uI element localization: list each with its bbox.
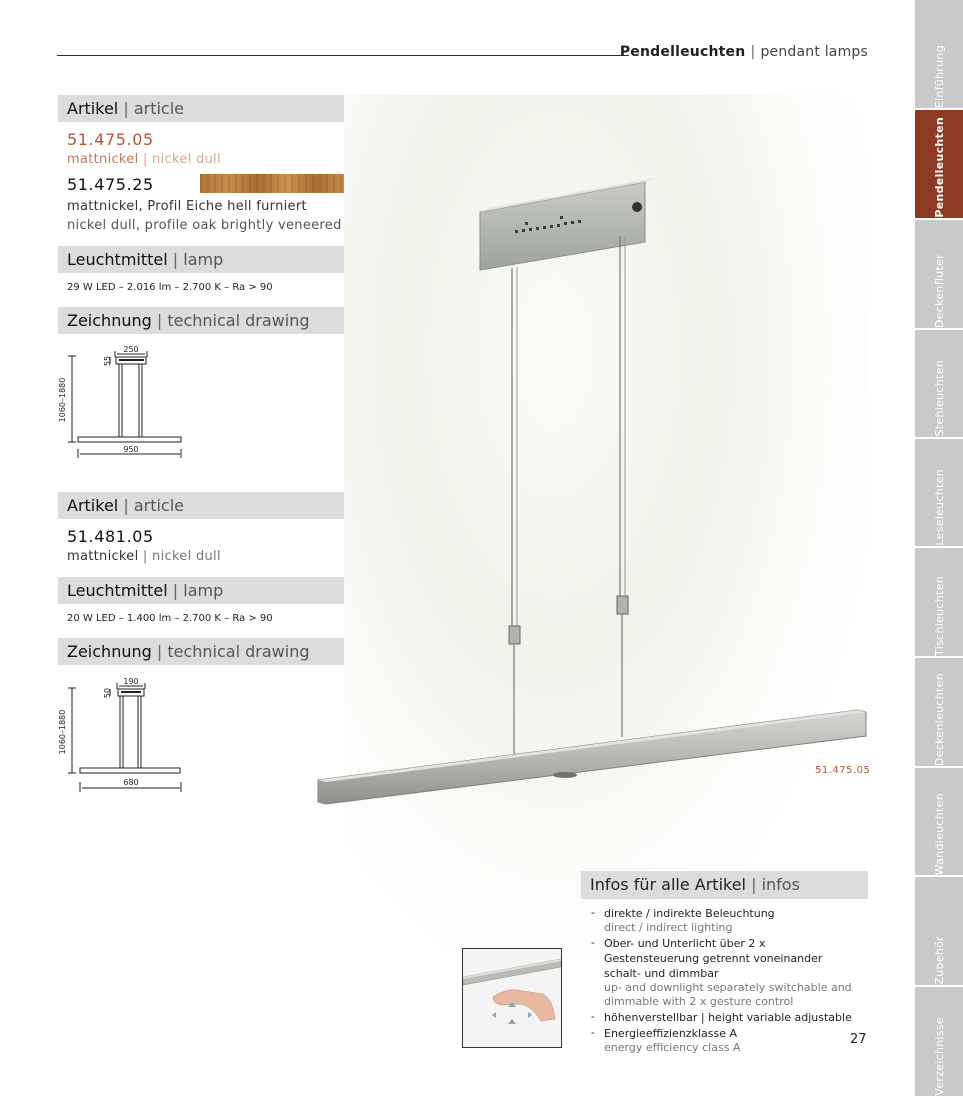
list-item: [591, 906, 861, 935]
finish-de: mattnickel: [67, 152, 139, 167]
finish-sep: |: [138, 549, 153, 564]
oak-veneer-swatch: [200, 174, 344, 193]
section-separator: |: [123, 99, 129, 118]
lamp-spec-2: 20 W LED – 1.400 lm – 2.700 K – Ra > 90: [67, 613, 273, 624]
tab-label: Zubehör: [932, 936, 946, 985]
section-drawing-2: [58, 638, 344, 665]
section-title-de: Leuchtmittel: [67, 581, 168, 600]
tab-label: Deckenleuchten: [932, 672, 946, 766]
list-item: [591, 936, 861, 1009]
list-item: [591, 1026, 861, 1055]
info-en: energy efficiency class A: [604, 1041, 741, 1054]
section-separator: |: [172, 250, 179, 269]
article-finish-a: [67, 152, 221, 167]
tab-tischleuchten[interactable]: [915, 548, 963, 658]
tab-label: Wandleuchten: [932, 792, 946, 875]
info-de: - höhenverstellbar | height variable adjustable: [604, 1011, 852, 1024]
dim-height-1: 55: [103, 355, 112, 367]
finish-en: nickel dull: [152, 549, 221, 564]
page-header: [620, 44, 868, 60]
tab-label: Stehleuchten: [932, 360, 946, 437]
section-lamp-2: [58, 577, 344, 604]
section-title-en: technical drawing: [167, 311, 310, 330]
article-finish-2: [67, 549, 221, 564]
section-drawing-1: [58, 307, 344, 334]
tab-stehleuchten[interactable]: [915, 330, 963, 439]
info-de: - Ober- und Unterlicht über 2 x Gestensteuerung getrennt voneinander schalt- und dimmbar: [604, 937, 823, 980]
dim-width-2: 680: [123, 778, 139, 787]
finish-en: nickel dull: [152, 152, 221, 167]
section-title-en: article: [133, 99, 184, 118]
article-code-51-481-05: 51.481.05: [67, 527, 154, 546]
chapter-sidebar: [915, 0, 963, 1096]
header-title-de: Pendelleuchten: [619, 44, 746, 60]
tab-leseleuchten[interactable]: [915, 439, 963, 548]
technical-drawing-2: [55, 672, 195, 797]
tab-label: Pendelleuchten: [932, 117, 946, 218]
finish-de: mattnickel: [67, 549, 139, 564]
article-code-51-475-05: 51.475.05: [67, 130, 154, 149]
page-number: 27: [850, 1032, 867, 1047]
tab-label: Verzeichnisse: [932, 1017, 946, 1096]
tab-einfuehrung[interactable]: [915, 0, 963, 110]
list-item: [591, 1010, 861, 1025]
infos-heading-sep: |: [751, 875, 757, 894]
info-de: - Energieeffizienzklasse A: [604, 1027, 737, 1040]
tab-zubehoer[interactable]: [915, 877, 963, 987]
section-separator: |: [156, 311, 163, 330]
lamp-spec-1: 29 W LED – 2.016 lm – 2.700 K – Ra > 90: [67, 282, 273, 293]
infos-heading-en: infos: [761, 875, 800, 894]
section-separator: |: [156, 642, 163, 661]
tab-label: Einführung: [932, 44, 946, 108]
info-de: - direkte / indirekte Beleuchtung: [604, 907, 775, 920]
section-title-de: Leuchtmittel: [67, 250, 168, 269]
section-title-en: lamp: [183, 581, 224, 600]
dim-width-1: 950: [123, 445, 139, 454]
section-article-1: [58, 95, 344, 122]
section-title-de: Zeichnung: [67, 311, 152, 330]
infos-list: [591, 906, 861, 1056]
article-code-51-475-25: 51.475.25: [67, 175, 154, 194]
photo-caption: 51.475.05: [815, 765, 871, 776]
tab-deckenleuchten[interactable]: [915, 658, 963, 768]
section-lamp-1: [58, 246, 344, 273]
tab-label: Deckenfluter: [932, 253, 946, 328]
dim-top-1: 250: [123, 345, 139, 354]
tab-label: Leseleuchten: [932, 469, 946, 546]
tab-label: Tischleuchten: [932, 576, 946, 656]
tab-pendelleuchten[interactable]: [915, 110, 963, 220]
info-en: direct / indirect lighting: [604, 921, 733, 934]
finish-sep: |: [138, 152, 153, 167]
gesture-control-inset-photo: [462, 948, 562, 1048]
gesture-illustration: [463, 949, 561, 1047]
dim-top-2: 190: [123, 677, 139, 686]
section-title-de: Artikel: [67, 99, 119, 118]
info-en: up- and downlight separately switchable and dimmable with 2 x gesture control: [604, 981, 852, 1008]
dim-range-2: 1060–1880: [58, 709, 67, 755]
section-title-en: lamp: [183, 250, 224, 269]
section-separator: |: [172, 581, 179, 600]
tab-wandleuchten[interactable]: [915, 768, 963, 877]
tab-verzeichnisse[interactable]: [915, 987, 963, 1096]
dim-range-1: 1060–1880: [58, 377, 67, 423]
section-title-en: article: [133, 496, 184, 515]
header-rule: [57, 55, 629, 56]
article-finish-b-de: mattnickel, Profil Eiche hell furniert: [67, 199, 307, 214]
infos-heading-de: Infos für alle Artikel: [590, 875, 746, 894]
section-title-de: Zeichnung: [67, 642, 152, 661]
section-title-en: technical drawing: [167, 642, 310, 661]
header-title-en: pendant lamps: [760, 44, 868, 60]
section-article-2: [58, 492, 344, 519]
section-title-de: Artikel: [67, 496, 119, 515]
dim-height-2: 50: [103, 687, 112, 699]
section-separator: |: [123, 496, 129, 515]
header-separator: |: [750, 44, 756, 60]
technical-drawing-1: [55, 340, 195, 465]
article-finish-b-en: nickel dull, profile oak brightly veneered: [67, 218, 342, 233]
tab-deckenfluter[interactable]: [915, 220, 963, 330]
product-photo-lamp: [300, 170, 880, 820]
infos-heading: [581, 871, 868, 899]
